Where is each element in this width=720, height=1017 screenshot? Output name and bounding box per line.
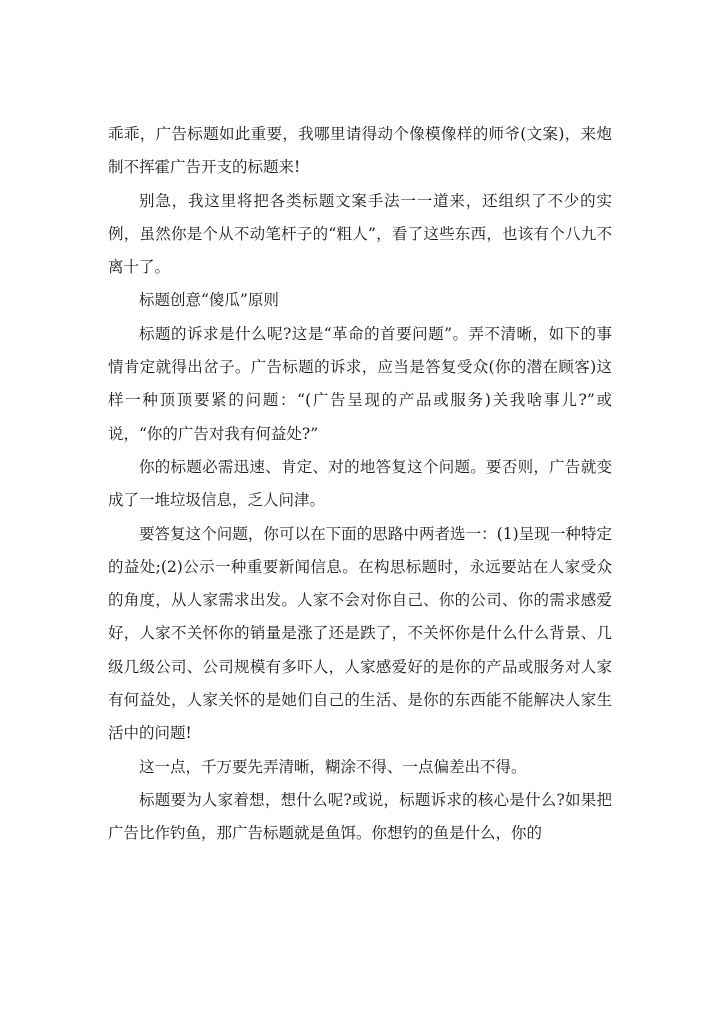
document-body [108,118,612,851]
paragraph-2: 别急，我这里将把各类标题文案手法一一道来，还组织了不少的实例，虽然你是个从不动笔杆子的“粗人”，看了这些东西，也该有个八九不离十了。 [108,191,612,277]
paragraph-6: 这一点，千万要先弄清晰，糊涂不得、一点偏差出不得。 [139,757,527,776]
paragraph-3: 标题的诉求是什么呢?这是“革命的首要问题”。弄不清晰，如下的事情肯定就得出岔子。广告标题的诉求，应当是答复受众(你的潜在顾客)这样一种顶顶要紧的问题：“(广告呈现的产品或服务)关我啥事儿?”或说，“你的广告对我有何益处?” [108,324,612,443]
paragraph-5: 要答复这个问题，你可以在下面的思路中两者选一：(1)呈现一种特定的益处;(2)公示一种重要新闻信息。在构思标题时，永远要站在人家受众的角度，从人家需求出发。人家不会对你自己、你的公司、你的需求感爱好，人家不关怀你的销量是涨了还是跌了，不关怀你是什么什么背景、几级几级公司、公司规模有多吓人，人家感爱好的是你的产品或服务对人家有何益处，人家关怀的是她们自己的生活、是你的东西能不能解决人家生活中的问题! [108,524,612,743]
section-heading: 标题创意“傻瓜”原则 [139,291,279,310]
paragraph-4: 你的标题必需迅速、肯定、对的地答复这个问题。要否则，广告就变成了一堆垃圾信息，乏人问津。 [108,457,612,510]
paragraph-1: 乖乖，广告标题如此重要，我哪里请得动个像模像样的师爷(文案)，来炮制不挥霍广告开支的标题来! [108,125,612,177]
paragraph-7: 标题要为人家着想，想什么呢?或说，标题诉求的核心是什么?如果把广告比作钓鱼，那广告标题就是鱼饵。你想钓的鱼是什么，你的 [108,790,612,843]
